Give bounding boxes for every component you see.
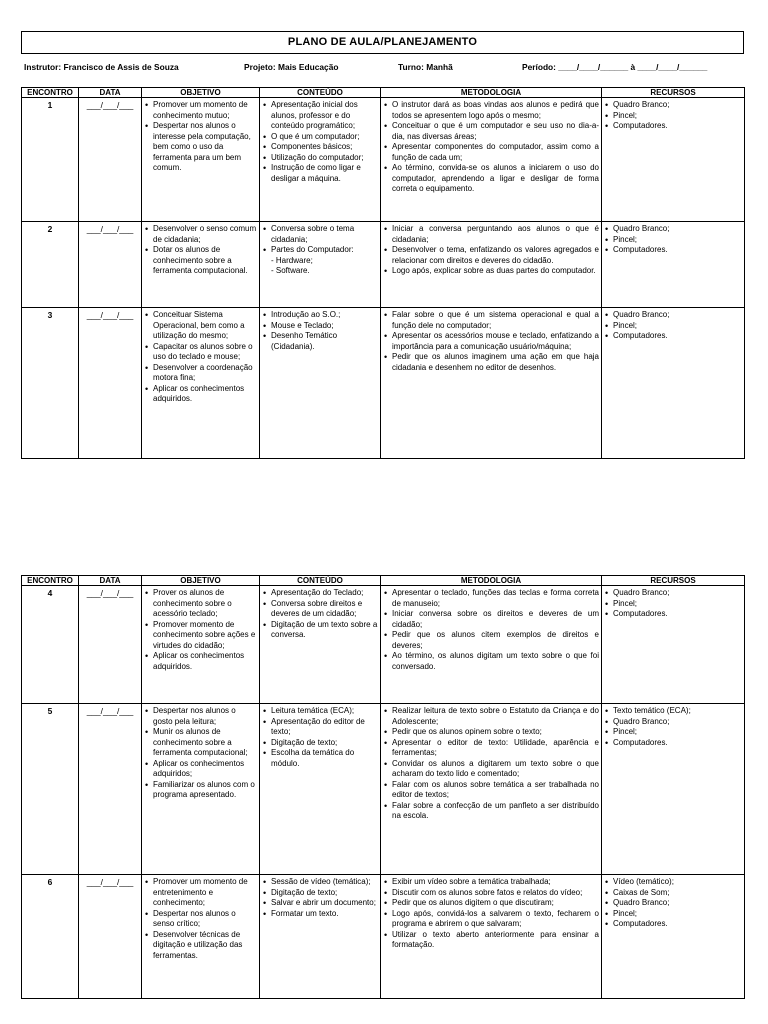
methodology-text: Desenvolver o tema, enfatizando os valores agregados e relacionar com direitos e deveres do cidadão. — [392, 245, 599, 265]
header-data: DATA — [79, 88, 142, 98]
methodology-text: Ao término, os alunos digitam um texto sobre o que foi conversado. — [392, 651, 599, 671]
resource-list — [604, 706, 742, 748]
resource-list — [604, 310, 742, 342]
objective-text: Aplicar os conhecimentos adquiridos. — [153, 651, 245, 671]
resource-text: Texto temático (ECA); — [613, 706, 691, 715]
content-cell — [260, 222, 381, 308]
content-cell — [260, 586, 381, 704]
methodology-cell — [381, 222, 602, 308]
resource-text: Quadro Branco; — [613, 716, 670, 726]
header-encontro: ENCONTRO — [22, 88, 79, 98]
objective-text: Munir os alunos de conhecimento sobre a ferramenta computacional; — [153, 727, 248, 757]
resource-text: Pincel; — [613, 908, 638, 918]
methodology-item — [383, 759, 599, 780]
table-row — [22, 704, 745, 875]
resource-text: Computadores. — [613, 919, 668, 928]
content-item — [262, 620, 378, 641]
content-text: Salvar e abrir um documento; — [271, 898, 376, 907]
methodology-text: Apresentar os acessórios mouse e teclado, enfatizando a importância para a comunicação usuário/máquina; — [392, 331, 599, 351]
encounter-number: 6 — [47, 877, 53, 887]
encounter-number-cell — [22, 586, 79, 704]
content-text: Desenho Temático (Cidadania). — [271, 331, 338, 351]
encounter-number-cell — [22, 875, 79, 999]
methodology-item — [383, 706, 599, 727]
resources-cell — [602, 875, 745, 999]
content-item — [262, 717, 378, 738]
methodology-text: Logo após, convidá-los a salvarem o texto, fecharem o programa e abrirem o que salvaram; — [392, 908, 599, 928]
objective-item — [144, 780, 257, 801]
resource-text: Quadro Branco; — [613, 898, 670, 907]
resource-list — [604, 224, 742, 256]
methodology-item — [383, 609, 599, 630]
methodology-text: Utilizar o texto aberto anteriormente para ensinar a formatação. — [392, 929, 599, 949]
resource-item — [604, 588, 742, 599]
objective-list — [144, 588, 257, 672]
header-data: DATA — [79, 576, 142, 586]
content-text: Conversa sobre direitos e deveres de um cidadão; — [271, 598, 363, 618]
resource-item — [604, 224, 742, 235]
date-blank: ___/___/___ — [86, 588, 134, 598]
objective-text: Prover os alunos de conhecimento sobre o acessório teclado; — [153, 588, 232, 618]
lesson-plan-table-2 — [21, 575, 745, 999]
resource-list — [604, 100, 742, 132]
objective-text: Desenvolver a coordenação motora fina; — [153, 362, 253, 382]
document-title: PLANO DE AULA/PLANEJAMENTO — [21, 31, 744, 54]
resource-item — [604, 609, 742, 620]
methodology-item — [383, 738, 599, 759]
methodology-item — [383, 630, 599, 651]
date-blank: ___/___/___ — [86, 877, 134, 887]
content-text: Apresentação do Teclado; — [271, 588, 364, 597]
lesson-plan-table-1 — [21, 87, 745, 459]
resource-item — [604, 121, 742, 132]
content-item — [262, 748, 378, 769]
content-item — [262, 224, 378, 245]
header-objetivo: OBJETIVO — [142, 576, 260, 586]
encounter-number-cell — [22, 98, 79, 222]
objective-text: Capacitar os alunos sobre o uso do teclado e mouse; — [153, 341, 253, 361]
encounter-number: 4 — [47, 588, 53, 598]
content-item — [262, 163, 378, 184]
objective-item — [144, 310, 257, 342]
header-encontro: ENCONTRO — [22, 576, 79, 586]
objective-item — [144, 909, 257, 930]
resource-text: Pincel; — [613, 110, 638, 120]
resources-cell — [602, 98, 745, 222]
table-row — [22, 586, 745, 704]
resource-item — [604, 706, 742, 717]
resource-item — [604, 898, 742, 909]
date-blank: ___/___/___ — [86, 224, 134, 234]
content-text: Digitação de um texto sobre a conversa. — [271, 619, 378, 639]
date-cell — [79, 586, 142, 704]
methodology-text: Discutir com os alunos sobre fatos e relatos do vídeo; — [392, 887, 583, 897]
content-item — [262, 898, 378, 909]
resource-item — [604, 727, 742, 738]
methodology-cell — [381, 875, 602, 999]
content-item — [262, 331, 378, 352]
methodology-text: Iniciar a conversa perguntando aos alunos o que é cidadania; — [392, 224, 599, 244]
objective-cell — [142, 704, 260, 875]
methodology-list — [383, 588, 599, 672]
methodology-list — [383, 224, 599, 277]
methodology-text: Apresentar o teclado, funções das teclas e forma correta de manuseio; — [392, 588, 599, 608]
objective-list — [144, 224, 257, 277]
methodology-text: Exibir um vídeo sobre a temática trabalhada; — [392, 877, 551, 886]
table-body — [22, 98, 745, 459]
resource-text: Quadro Branco; — [613, 224, 670, 233]
content-list — [262, 877, 378, 919]
objective-cell — [142, 586, 260, 704]
objective-text: Aplicar os conhecimentos adquiridos; — [153, 758, 245, 778]
methodology-text: Pedir que os alunos imaginem uma ação em que haja cidadania e desenhem no editor de desenhos. — [392, 352, 599, 372]
methodology-cell — [381, 308, 602, 459]
methodology-text: O instrutor dará as boas vindas aos alunos e pedirá que todos se apresentem logo após o mesmo; — [392, 100, 599, 120]
content-text: Digitação de texto; — [271, 737, 338, 747]
date-cell — [79, 875, 142, 999]
encounter-number-cell — [22, 704, 79, 875]
objective-text: Despertar nos alunos o gosto pela leitura; — [153, 706, 236, 726]
content-text: Escolha da temática do módulo. — [271, 748, 355, 768]
objective-list — [144, 706, 257, 801]
date-blank: ___/___/___ — [86, 706, 134, 716]
date-cell — [79, 308, 142, 459]
content-item — [262, 142, 378, 153]
objective-text: Conceituar Sistema Operacional, bem como a utilização do mesmo; — [153, 310, 245, 340]
table-row — [22, 308, 745, 459]
date-blank: ___/___/___ — [86, 310, 134, 320]
content-item — [262, 153, 378, 164]
content-item — [262, 909, 378, 920]
objective-item — [144, 384, 257, 405]
header-recursos: RECURSOS — [602, 88, 745, 98]
methodology-item — [383, 909, 599, 930]
resources-cell — [602, 586, 745, 704]
resource-item — [604, 235, 742, 246]
resource-item — [604, 717, 742, 728]
content-text: Apresentação do editor de texto; — [271, 716, 365, 736]
methodology-item — [383, 100, 599, 121]
objective-text: Promover momento de conhecimento sobre ações e virtudes do cidadão; — [153, 619, 256, 650]
content-text: Componentes básicos; — [271, 142, 353, 151]
resource-item — [604, 321, 742, 332]
header-conteudo: CONTEÚDO — [260, 576, 381, 586]
table-row — [22, 875, 745, 999]
resource-text: Quadro Branco; — [613, 100, 670, 109]
resource-list — [604, 588, 742, 620]
resource-item — [604, 599, 742, 610]
methodology-cell — [381, 704, 602, 875]
objective-list — [144, 310, 257, 405]
encounter-number: 1 — [47, 100, 53, 110]
methodology-text: Pedir que os alunos opinem sobre o texto; — [392, 727, 542, 736]
content-list — [262, 310, 378, 352]
resource-text: Caixas de Som; — [613, 887, 670, 897]
table-header-row — [22, 576, 745, 586]
content-item — [262, 588, 378, 599]
table-header-row — [22, 88, 745, 98]
methodology-item — [383, 266, 599, 277]
objective-cell — [142, 875, 260, 999]
methodology-list — [383, 706, 599, 822]
header-metodologia: METODOLOGIA — [381, 88, 602, 98]
content-text: Leitura temática (ECA); — [271, 706, 355, 715]
content-text: Digitação de texto; — [271, 887, 338, 897]
content-list — [262, 706, 378, 769]
resource-text: Quadro Branco; — [613, 310, 670, 319]
content-item — [262, 888, 378, 899]
resources-cell — [602, 704, 745, 875]
objective-item — [144, 245, 257, 277]
methodology-item — [383, 245, 599, 266]
methodology-list — [383, 310, 599, 373]
resource-item — [604, 738, 742, 749]
content-item — [262, 321, 378, 332]
instructor-label: Instrutor: Francisco de Assis de Souza — [24, 62, 179, 72]
methodology-item — [383, 331, 599, 352]
resource-list — [604, 877, 742, 930]
content-cell — [260, 98, 381, 222]
methodology-item — [383, 651, 599, 672]
objective-list — [144, 100, 257, 174]
objective-item — [144, 588, 257, 620]
content-text: Formatar um texto. — [271, 908, 339, 918]
methodology-item — [383, 352, 599, 373]
resource-item — [604, 245, 742, 256]
methodology-item — [383, 898, 599, 909]
objective-cell — [142, 308, 260, 459]
content-text: Conversa sobre o tema cidadania; — [271, 224, 355, 244]
content-item — [262, 100, 378, 132]
resources-cell — [602, 308, 745, 459]
methodology-text: Falar sobre a confecção de um panfleto a ser distribuído na escola. — [392, 800, 599, 820]
table-row — [22, 222, 745, 308]
resource-text: Computadores. — [613, 121, 668, 130]
objective-text: Desenvolver técnicas de digitação e utilização das ferramentas. — [153, 929, 243, 960]
header-metodologia: METODOLOGIA — [381, 576, 602, 586]
objective-item — [144, 224, 257, 245]
resource-text: Pincel; — [613, 234, 638, 244]
header-recursos: RECURSOS — [602, 576, 745, 586]
content-item — [262, 245, 378, 277]
methodology-text: Logo após, explicar sobre as duas partes do computador. — [392, 266, 596, 275]
methodology-item — [383, 930, 599, 951]
resource-text: Computadores. — [613, 737, 668, 747]
methodology-list — [383, 877, 599, 951]
methodology-text: Falar sobre o que é um sistema operacional e qual a função dele no computador; — [392, 310, 599, 330]
objective-text: Aplicar os conhecimentos adquiridos. — [153, 383, 245, 403]
content-list — [262, 224, 378, 277]
methodology-text: Realizar leitura de texto sobre o Estatuto da Criança e do Adolescente; — [392, 706, 599, 726]
encounter-number: 5 — [47, 706, 53, 716]
resource-text: Computadores. — [613, 609, 668, 618]
objective-item — [144, 759, 257, 780]
resource-item — [604, 888, 742, 899]
content-text: Apresentação inicial dos alunos, professor e do conteúdo programático; — [271, 100, 358, 130]
encounter-number-cell — [22, 308, 79, 459]
objective-text: Despertar nos alunos o senso crítico; — [153, 908, 236, 928]
methodology-item — [383, 877, 599, 888]
content-list — [262, 588, 378, 641]
methodology-text: Iniciar conversa sobre os direitos e deveres de um cidadão; — [392, 609, 599, 629]
methodology-text: Falar com os alunos sobre temática a ser trabalhada no editor de textos; — [392, 779, 599, 799]
shift-label: Turno: Manhã — [398, 62, 453, 72]
methodology-item — [383, 888, 599, 899]
content-cell — [260, 308, 381, 459]
objective-text: Promover um momento de entretenimento e conhecimento; — [153, 877, 248, 907]
content-item — [262, 310, 378, 321]
methodology-item — [383, 727, 599, 738]
methodology-item — [383, 780, 599, 801]
resource-item — [604, 877, 742, 888]
methodology-item — [383, 163, 599, 195]
content-text: Utilização do computador; — [271, 152, 364, 162]
methodology-cell — [381, 586, 602, 704]
methodology-item — [383, 224, 599, 245]
objective-cell — [142, 222, 260, 308]
methodology-text: Pedir que os alunos digitem o que discutiram; — [392, 898, 554, 907]
methodology-item — [383, 310, 599, 331]
methodology-item — [383, 588, 599, 609]
period-label: Período: ____/____/______ à ____/____/______ — [522, 62, 708, 72]
content-item — [262, 738, 378, 749]
table-body — [22, 586, 745, 999]
methodology-text: Ao término, convida-se os alunos a iniciarem o uso do computador, aprendendo a ligar e desligar de forma correta o equipamento. — [392, 163, 599, 193]
resource-text: Pincel; — [613, 320, 638, 330]
objective-cell — [142, 98, 260, 222]
methodology-cell — [381, 98, 602, 222]
objective-item — [144, 363, 257, 384]
objective-text: Familiarizar os alunos com o programa apresentado. — [153, 779, 255, 799]
resource-item — [604, 100, 742, 111]
content-list — [262, 100, 378, 184]
content-text: Partes do Computador: - Hardware; - Software. — [271, 245, 354, 275]
objective-text: Promover um momento de conhecimento mutuo; — [153, 100, 248, 120]
resource-text: Vídeo (temático); — [613, 877, 674, 886]
content-text: O que é um computador; — [271, 131, 360, 141]
objective-item — [144, 651, 257, 672]
resource-text: Quadro Branco; — [613, 588, 670, 597]
resource-item — [604, 111, 742, 122]
objective-list — [144, 877, 257, 961]
methodology-text: Apresentar componentes do computador, assim como a função de cada um; — [392, 142, 599, 162]
methodology-list — [383, 100, 599, 195]
objective-item — [144, 930, 257, 962]
methodology-text: Pedir que os alunos citem exemplos de direitos e deveres; — [392, 630, 599, 650]
content-item — [262, 132, 378, 143]
objective-text: Desenvolver o senso comum de cidadania; — [153, 224, 257, 244]
content-item — [262, 706, 378, 717]
date-cell — [79, 222, 142, 308]
content-item — [262, 877, 378, 888]
encounter-number-cell — [22, 222, 79, 308]
header-conteudo: CONTEÚDO — [260, 88, 381, 98]
content-text: Instrução de como ligar e desligar a máquina. — [271, 163, 361, 183]
encounter-number: 3 — [47, 310, 53, 320]
objective-item — [144, 100, 257, 121]
objective-item — [144, 727, 257, 759]
content-item — [262, 599, 378, 620]
info-row — [0, 62, 768, 78]
content-text: Mouse e Teclado; — [271, 320, 334, 330]
date-blank: ___/___/___ — [86, 100, 134, 110]
encounter-number: 2 — [47, 224, 53, 234]
methodology-item — [383, 121, 599, 142]
date-cell — [79, 704, 142, 875]
content-text: Sessão de vídeo (temática); — [271, 877, 371, 886]
objective-item — [144, 706, 257, 727]
objective-text: Dotar os alunos de conhecimento sobre a ferramenta computacional. — [153, 245, 248, 275]
resource-text: Pincel; — [613, 727, 638, 736]
methodology-item — [383, 142, 599, 163]
methodology-text: Convidar os alunos a digitarem um texto sobre o que acharam do texto lido e comentado; — [392, 758, 599, 778]
resource-item — [604, 919, 742, 930]
methodology-text: Conceituar o que é um computador e seu uso no dia-a-dia, nas diversas áreas; — [392, 121, 599, 141]
methodology-text: Apresentar o editor de texto: Utilidade, aparência e ferramentas; — [392, 737, 599, 757]
resource-text: Computadores. — [613, 245, 668, 254]
resource-item — [604, 310, 742, 321]
resources-cell — [602, 222, 745, 308]
content-cell — [260, 875, 381, 999]
methodology-item — [383, 801, 599, 822]
resource-text: Pincel; — [613, 598, 638, 608]
objective-item — [144, 342, 257, 363]
header-objetivo: OBJETIVO — [142, 88, 260, 98]
resource-item — [604, 331, 742, 342]
project-label: Projeto: Mais Educação — [244, 62, 339, 72]
objective-item — [144, 620, 257, 652]
date-cell — [79, 98, 142, 222]
objective-item — [144, 877, 257, 909]
objective-text: Despertar nos alunos o interesse pela computação, bem como o uso da ferramenta para um bem comum. — [153, 121, 251, 172]
content-text: Introdução ao S.O.; — [271, 310, 341, 319]
resource-text: Computadores. — [613, 331, 668, 340]
resource-item — [604, 909, 742, 920]
content-cell — [260, 704, 381, 875]
objective-item — [144, 121, 257, 174]
table-row — [22, 98, 745, 222]
